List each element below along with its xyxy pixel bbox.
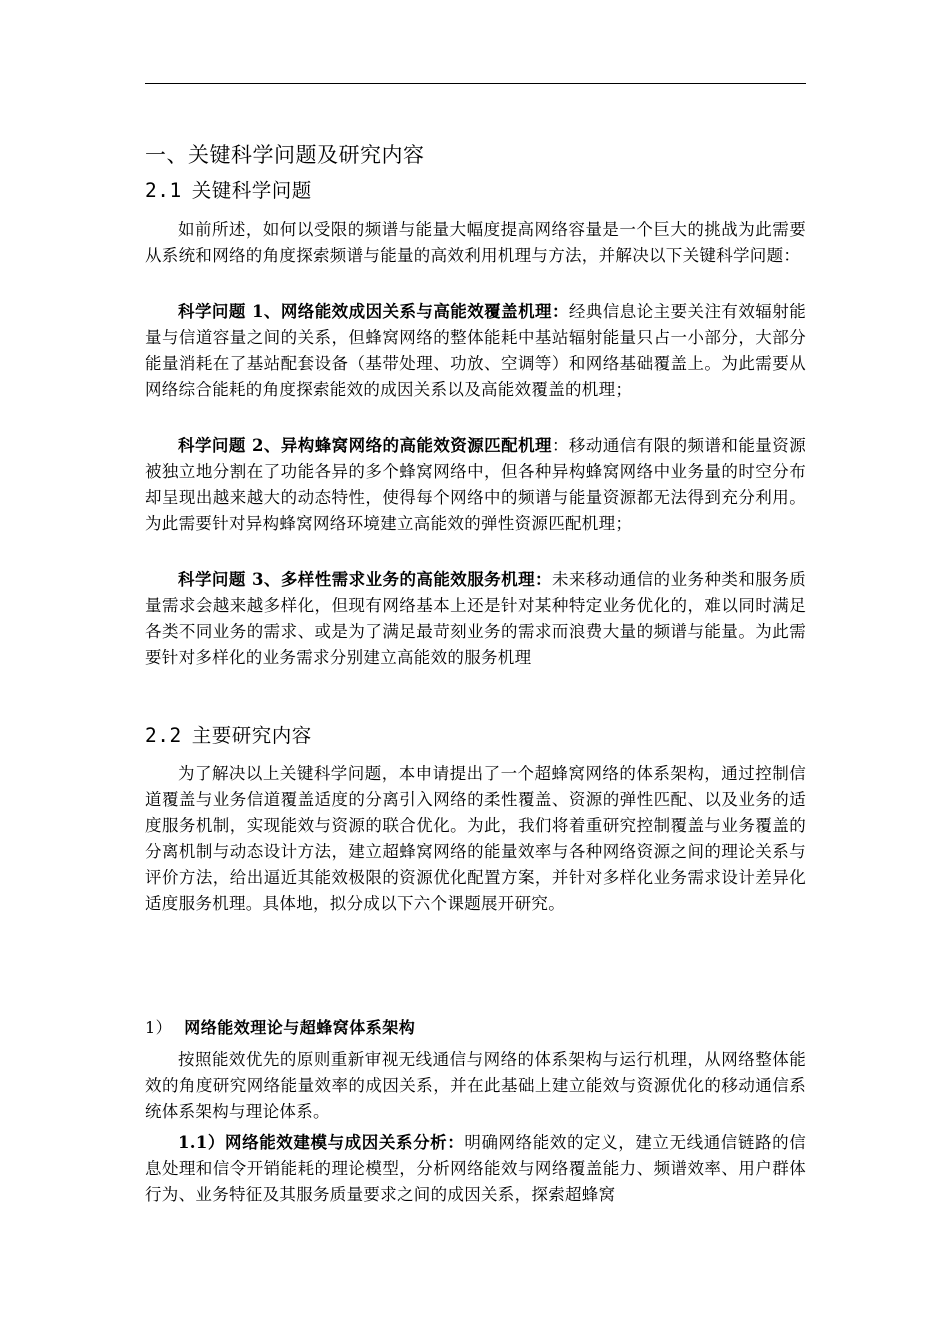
heading-number: 2.1 [145, 179, 182, 202]
question-2-text: ：移动通信有限的频谱和能量资源被独立地分割在了功能各异的多个蜂窝网络中，但各种异构蜂窝网络中业务量的时空分布却呈现出越来越大的动态特性，使得每个网络中的频谱与能量资源都无法得到充分利用。为此需要针对异构蜂窝网络环境建立高能效的弹性资源匹配机理； [145, 436, 807, 533]
paragraph-question-2 [145, 433, 806, 537]
paragraph-question-3 [145, 567, 806, 671]
subtopic-1-1-label: 1.1）网络能效建模与成因关系分析： [178, 1133, 465, 1152]
paragraph-topic-1: 按照能效优先的原则重新审视无线通信与网络的体系架构与运行机理，从网络整体能效的角度研究网络能量效率的成因关系，并在此基础上建立能效与资源优化的移动通信系统体系架构与理论体系。 [145, 1050, 806, 1121]
heading-number: 2.2 [145, 724, 182, 747]
topic-1-heading [145, 1015, 415, 1038]
section-title: 一、关键科学问题及研究内容 [145, 143, 425, 167]
paragraph-research-content: 为了解决以上关键科学问题，本申请提出了一个超蜂窝网络的体系架构，通过控制信道覆盖与业务信道覆盖适度的分离引入网络的柔性覆盖、资源的弹性匹配、以及业务的适度服务机制，实现能效与资源的联合优化。为此，我们将着重研究控制覆盖与业务覆盖的分离机制与动态设计方法，建立超蜂窝网络的能量效率与各种网络资源之间的理论关系与评价方法，给出逼近其能效极限的资源优化配置方案，并针对多样化业务需求设计差异化适度服务机理。具体地，拟分成以下六个课题展开研究。 [145, 764, 806, 913]
subtopic-1-1-text: 明确网络能效的定义，建立无线通信链路的信息处理和信令开销能耗的理论模型，分析网络能效与网络覆盖能力、频谱效率、用户群体行为、业务特征及其服务质量要求之间的成因关系，探索超蜂窝 [145, 1133, 806, 1204]
heading-text: 关键科学问题 [191, 179, 312, 202]
topic-title: 网络能效理论与超蜂窝体系架构 [184, 1018, 416, 1037]
heading-2-2 [145, 720, 312, 748]
header-rule [145, 83, 806, 84]
heading-text: 主要研究内容 [191, 724, 312, 747]
question-1-text: 经典信息论主要关注有效辐射能量与信道容量之间的关系，但蜂窝网络的整体能耗中基站辐射能量只占一小部分，大部分能量消耗在了基站配套设备（基带处理、功放、空调等）和网络基础覆盖上。为此需要从网络综合能耗的角度探索能效的成因关系以及高能效覆盖的机理； [145, 302, 806, 399]
question-2-label: 科学问题 2、异构蜂窝网络的高能效资源匹配机理 [178, 436, 552, 455]
question-3-label: 科学问题 3、多样性需求业务的高能效服务机理： [178, 570, 552, 589]
heading-2-1 [145, 175, 312, 203]
topic-number: 1） [145, 1018, 173, 1037]
paragraph-subtopic-1-1 [145, 1130, 806, 1208]
paragraph-intro: 如前所述，如何以受限的频谱与能量大幅度提高网络容量是一个巨大的挑战为此需要从系统和网络的角度探索频谱与能量的高效利用机理与方法，并解决以下关键科学问题： [145, 220, 806, 265]
question-1-label: 科学问题 1、网络能效成因关系与高能效覆盖机理： [178, 302, 569, 321]
question-3-text: 未来移动通信的业务种类和服务质量需求会越来越多样化，但现有网络基本上还是针对某种特定业务优化的，难以同时满足各类不同业务的需求、或是为了满足最苛刻业务的需求而浪费大量的频谱与能量。为此需要针对多样化的业务需求分别建立高能效的服务机理 [145, 570, 807, 667]
paragraph-question-1 [145, 299, 806, 403]
